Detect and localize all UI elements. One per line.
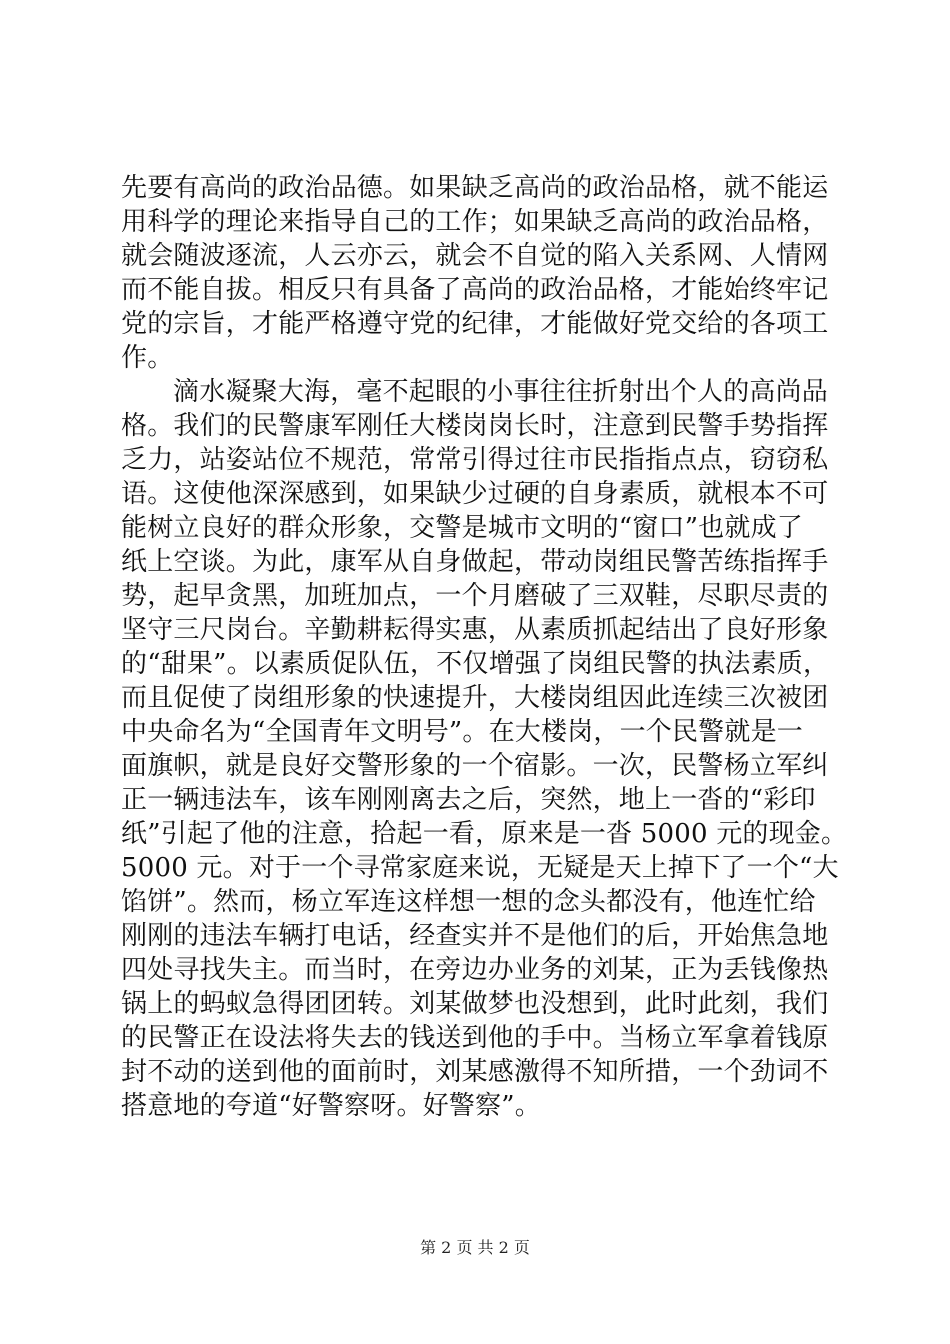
text-line: 坚守三尺岗台。辛勤耕耘得实惠，从素质抓起结出了良好形象 [121, 615, 829, 645]
text-line: 乏力，站姿站位不规范，常常引得过往市民指指点点，窃窃私 [121, 445, 829, 475]
text-line: 纸”引起了他的注意，拾起一看，原来是一沓 5000 元的现金。 [121, 819, 848, 849]
text-line: 封不动的送到他的面前时，刘某感激得不知所措，一个劲词不 [121, 1057, 829, 1087]
text-line: 四处寻找失主。而当时，在旁边办业务的刘某，正为丢钱像热 [121, 955, 829, 985]
text-line: 中央命名为“全国青年文明号”。在大楼岗，一个民警就是一 [121, 717, 803, 747]
text-line: 滴水凝聚大海，毫不起眼的小事往往折射出个人的高尚品 [173, 377, 829, 407]
text-line: 正一辆违法车，该车刚刚离去之后，突然，地上一沓的“彩印 [121, 785, 816, 815]
text-line: 势，起早贪黑，加班加点，一个月磨破了三双鞋，尽职尽责的 [121, 581, 829, 611]
text-line: 就会随波逐流，人云亦云，就会不自觉的陷入关系网、人情网 [121, 241, 829, 271]
page-number-footer: 第 2 页 共 2 页 [420, 1238, 530, 1257]
text-line: 的民警正在设法将失去的钱送到他的手中。当杨立军拿着钱原 [121, 1023, 829, 1053]
text-line: 的“甜果”。以素质促队伍，不仅增强了岗组民警的执法素质， [121, 649, 830, 679]
text-line: 锅上的蚂蚁急得团团转。刘某做梦也没想到，此时此刻，我们 [121, 989, 829, 1019]
text-line: 能树立良好的群众形象，交警是城市文明的“窗口”也就成了 [121, 513, 803, 543]
text-line: 党的宗旨，才能严格遵守党的纪律，才能做好党交给的各项工 [121, 309, 829, 339]
text-line: 纸上空谈。为此，康军从自身做起，带动岗组民警苦练指挥手 [121, 547, 829, 577]
text-line: 而不能自拔。相反只有具备了高尚的政治品格，才能始终牢记 [121, 275, 829, 305]
text-line: 5000 元。对于一个寻常家庭来说，无疑是天上掉下了一个“大 [121, 853, 839, 883]
text-line: 搭意地的夸道“好警察呀。好警察”。 [121, 1091, 541, 1121]
document-body [121, 171, 848, 1123]
paragraph-2 [121, 375, 848, 1123]
text-line: 而且促使了岗组形象的快速提升，大楼岗组因此连续三次被团 [121, 683, 829, 713]
text-line: 先要有高尚的政治品德。如果缺乏高尚的政治品格，就不能运 [121, 173, 829, 203]
text-line: 作。 [121, 343, 174, 373]
paragraph-1 [121, 171, 836, 375]
text-line: 语。这使他深深感到，如果缺少过硬的自身素质，就根本不可 [121, 479, 829, 509]
text-line: 刚刚的违法车辆打电话，经查实并不是他们的后，开始焦急地 [121, 921, 829, 951]
text-line: 格。我们的民警康军刚任大楼岗岗长时，注意到民警手势指挥 [121, 411, 829, 441]
text-line: 馅饼”。然而，杨立军连这样想一想的念头都没有，他连忙给 [121, 887, 816, 917]
text-line: 面旗帜，就是良好交警形象的一个宿影。一次，民警杨立军纠 [121, 751, 829, 781]
text-line: 用科学的理论来指导自己的工作；如果缺乏高尚的政治品格， [121, 207, 829, 237]
